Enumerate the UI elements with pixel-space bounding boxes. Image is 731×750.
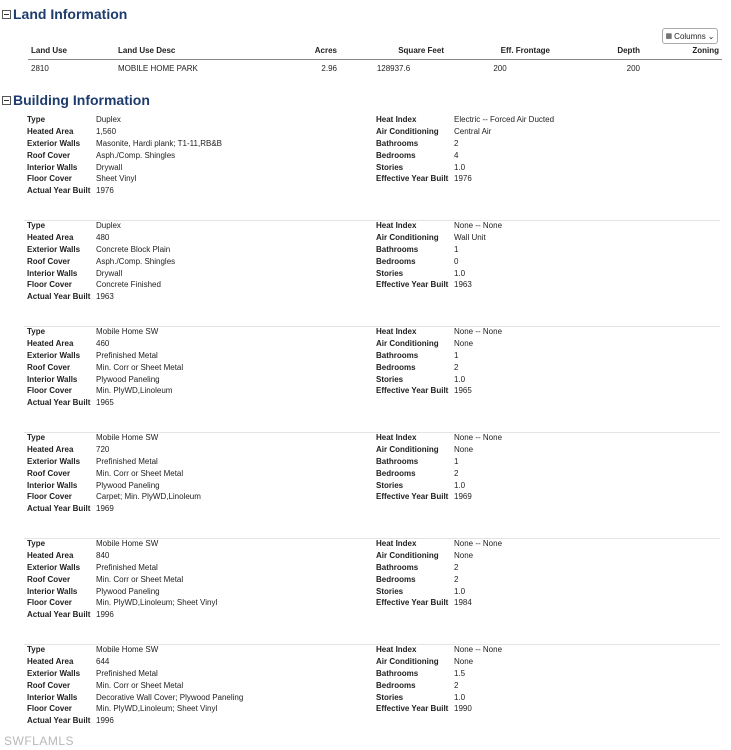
field-label: Roof Cover <box>27 150 71 160</box>
field-value: 2 <box>454 468 459 478</box>
building-left-column <box>27 220 175 303</box>
watermark: SWFLAMLS <box>4 734 75 748</box>
building-record <box>24 644 720 750</box>
building-field <box>376 385 502 397</box>
field-value: Min. PlyWD,Linoleum; Sheet Vinyl <box>96 598 218 608</box>
col-depth[interactable]: Depth <box>553 44 643 60</box>
field-value: 1969 <box>96 504 114 514</box>
building-field <box>376 703 502 715</box>
field-value: Duplex <box>96 221 121 230</box>
field-label: Interior Walls <box>27 268 78 278</box>
field-value: 1.0 <box>454 586 466 596</box>
field-value: 480 <box>96 232 110 242</box>
field-value: 1 <box>454 244 459 254</box>
field-label: Exterior Walls <box>27 138 81 148</box>
field-label: Air Conditioning <box>376 232 439 242</box>
building-field <box>27 456 201 468</box>
land-table-header <box>28 44 722 60</box>
building-field <box>376 538 502 550</box>
col-acres[interactable]: Acres <box>265 44 340 60</box>
field-label: Actual Year Built <box>27 186 91 196</box>
building-info-header[interactable] <box>2 92 150 108</box>
field-value: Min. Corr or Sheet Metal <box>96 574 184 584</box>
col-eff-frontage[interactable]: Eff. Frontage <box>447 44 553 60</box>
building-field <box>27 703 243 715</box>
field-label: Actual Year Built <box>27 398 91 408</box>
field-label: Effective Year Built <box>376 492 449 502</box>
field-label: Floor Cover <box>27 704 72 714</box>
field-label: Floor Cover <box>27 492 72 502</box>
building-field <box>376 456 502 468</box>
building-field <box>27 397 183 409</box>
field-label: Exterior Walls <box>27 668 81 678</box>
field-label: Heat Index <box>376 433 417 442</box>
building-record <box>24 114 720 221</box>
field-value: 1.0 <box>454 692 466 702</box>
cell-land-use-desc: MOBILE HOME PARK <box>118 64 198 73</box>
building-field <box>27 574 217 586</box>
field-value: Asph./Comp. Shingles <box>96 256 176 266</box>
building-field <box>376 668 502 680</box>
field-value: 1963 <box>454 280 472 290</box>
field-value: 1.0 <box>454 162 466 172</box>
field-label: Actual Year Built <box>27 610 91 620</box>
building-field <box>27 609 217 621</box>
field-label: Heated Area <box>27 126 74 136</box>
field-label: Bedrooms <box>376 680 416 690</box>
building-right-column <box>376 220 502 291</box>
field-label: Air Conditioning <box>376 656 439 666</box>
field-value: Min. Corr or Sheet Metal <box>96 680 184 690</box>
building-field <box>27 668 243 680</box>
building-field <box>376 220 502 232</box>
field-label: Heat Index <box>376 645 417 654</box>
field-value: 460 <box>96 338 110 348</box>
field-value: 4 <box>454 150 459 160</box>
field-value: Min. PlyWD,Linoleum; Sheet Vinyl <box>96 704 218 714</box>
field-label: Bathrooms <box>376 456 419 466</box>
field-value: None <box>454 656 474 666</box>
building-field <box>376 550 502 562</box>
field-label: Roof Cover <box>27 468 71 478</box>
building-field <box>27 692 243 704</box>
field-value: None <box>454 338 474 348</box>
field-value: 2 <box>454 138 459 148</box>
building-left-column <box>27 538 217 621</box>
field-value: 2 <box>454 680 459 690</box>
building-field <box>376 586 502 598</box>
field-label: Air Conditioning <box>376 550 439 560</box>
field-label: Stories <box>376 480 404 490</box>
cell-depth: 200 <box>626 64 640 73</box>
building-field <box>376 680 502 692</box>
field-label: Bathrooms <box>376 350 419 360</box>
field-value: Concrete Finished <box>96 280 161 290</box>
field-label: Roof Cover <box>27 574 71 584</box>
field-value: Wall Unit <box>454 232 486 242</box>
field-value: Duplex <box>96 115 121 124</box>
building-field <box>27 232 175 244</box>
field-value: Plywood Paneling <box>96 480 160 490</box>
field-value: 1.0 <box>454 268 466 278</box>
field-value: Decorative Wall Cover; Plywood Paneling <box>96 692 244 702</box>
field-label: Air Conditioning <box>376 126 439 136</box>
field-value: Plywood Paneling <box>96 586 160 596</box>
field-value: 0 <box>454 256 459 266</box>
field-label: Effective Year Built <box>376 598 449 608</box>
field-value: None -- None <box>454 433 503 442</box>
field-value: Mobile Home SW <box>96 645 159 654</box>
building-left-column <box>27 114 222 197</box>
field-label: Interior Walls <box>27 692 78 702</box>
field-label: Type <box>27 539 46 548</box>
building-field <box>376 173 554 185</box>
columns-button[interactable] <box>662 28 718 44</box>
building-right-column <box>376 644 502 715</box>
field-value: Masonite, Hardi plank; T1-11,RB&B <box>96 138 222 148</box>
field-value: Plywood Paneling <box>96 374 160 384</box>
building-left-column <box>27 326 183 409</box>
field-label: Interior Walls <box>27 586 78 596</box>
collapse-icon[interactable] <box>2 10 11 19</box>
building-record <box>24 432 720 539</box>
table-row <box>28 60 722 76</box>
field-value: 1996 <box>96 716 114 726</box>
field-value: 1969 <box>454 492 472 502</box>
building-record <box>24 220 720 327</box>
building-right-column <box>376 114 554 185</box>
field-label: Heat Index <box>376 115 417 124</box>
field-label: Bathrooms <box>376 244 419 254</box>
building-field <box>376 644 502 656</box>
field-label: Bedrooms <box>376 574 416 584</box>
field-label: Bathrooms <box>376 668 419 678</box>
building-field <box>376 326 502 338</box>
field-label: Exterior Walls <box>27 350 81 360</box>
field-label: Bedrooms <box>376 468 416 478</box>
field-value: None <box>454 444 474 454</box>
field-value: 1984 <box>454 598 472 608</box>
field-value: Prefinished Metal <box>96 668 158 678</box>
building-field <box>27 268 175 280</box>
field-value: None -- None <box>454 539 503 548</box>
field-value: 1965 <box>454 386 472 396</box>
building-field <box>27 656 243 668</box>
field-label: Type <box>27 115 46 124</box>
building-field <box>376 444 502 456</box>
building-record <box>24 538 720 645</box>
field-label: Heated Area <box>27 550 74 560</box>
field-label: Effective Year Built <box>376 280 449 290</box>
field-label: Stories <box>376 268 404 278</box>
field-value: 2 <box>454 562 459 572</box>
field-value: Drywall <box>96 268 123 278</box>
building-field <box>27 362 183 374</box>
cell-acres: 2.96 <box>321 64 337 73</box>
col-land-use-desc[interactable]: Land Use Desc <box>115 44 265 60</box>
building-field <box>27 597 217 609</box>
building-right-column <box>376 538 502 609</box>
building-field <box>27 114 222 126</box>
field-label: Roof Cover <box>27 362 71 372</box>
field-value: None -- None <box>454 327 503 336</box>
field-value: 2 <box>454 362 459 372</box>
chevron-down-icon: ⌄ <box>707 31 715 41</box>
building-field <box>27 326 183 338</box>
field-label: Heated Area <box>27 656 74 666</box>
field-label: Stories <box>376 374 404 384</box>
building-field <box>27 126 222 138</box>
building-field <box>27 173 222 185</box>
building-field <box>376 350 502 362</box>
field-value: Carpet; Min. PlyWD,Linoleum <box>96 492 201 502</box>
field-label: Roof Cover <box>27 680 71 690</box>
field-value: Sheet Vinyl <box>96 174 137 184</box>
field-value: 1,560 <box>96 126 117 136</box>
field-label: Heated Area <box>27 338 74 348</box>
building-field <box>27 138 222 150</box>
building-field <box>376 574 502 586</box>
field-label: Air Conditioning <box>376 338 439 348</box>
field-label: Heated Area <box>27 232 74 242</box>
field-value: Min. Corr or Sheet Metal <box>96 362 184 372</box>
building-field <box>27 185 222 197</box>
col-zoning[interactable]: Zoning <box>643 44 722 60</box>
building-field <box>27 279 175 291</box>
building-left-column <box>27 644 243 727</box>
field-value: Min. Corr or Sheet Metal <box>96 468 184 478</box>
field-label: Floor Cover <box>27 598 72 608</box>
building-field <box>27 644 243 656</box>
field-label: Bedrooms <box>376 362 416 372</box>
field-label: Effective Year Built <box>376 174 449 184</box>
field-value: Prefinished Metal <box>96 456 158 466</box>
building-field <box>27 468 201 480</box>
building-field <box>376 362 502 374</box>
cell-land-use: 2810 <box>31 64 49 73</box>
field-label: Exterior Walls <box>27 244 81 254</box>
field-label: Effective Year Built <box>376 704 449 714</box>
field-value: 1 <box>454 350 459 360</box>
building-left-column <box>27 432 201 515</box>
field-value: 1976 <box>454 174 472 184</box>
building-field <box>376 150 554 162</box>
field-label: Bathrooms <box>376 138 419 148</box>
land-info-title: Land Information <box>13 6 128 22</box>
field-label: Stories <box>376 162 404 172</box>
field-value: Mobile Home SW <box>96 539 159 548</box>
field-label: Floor Cover <box>27 280 72 290</box>
field-value: None -- None <box>454 221 503 230</box>
field-value: Drywall <box>96 162 123 172</box>
building-field <box>376 138 554 150</box>
field-value: Mobile Home SW <box>96 327 159 336</box>
collapse-icon[interactable] <box>2 96 11 105</box>
building-field <box>27 432 201 444</box>
building-field <box>27 256 175 268</box>
col-square-feet[interactable]: Square Feet <box>340 44 447 60</box>
building-field <box>27 491 201 503</box>
field-label: Roof Cover <box>27 256 71 266</box>
field-label: Heat Index <box>376 327 417 336</box>
field-value: Prefinished Metal <box>96 350 158 360</box>
field-label: Interior Walls <box>27 374 78 384</box>
building-field <box>27 291 175 303</box>
col-land-use[interactable]: Land Use <box>28 44 115 60</box>
building-field <box>376 480 502 492</box>
building-field <box>27 680 243 692</box>
building-field <box>376 244 502 256</box>
field-label: Type <box>27 327 46 336</box>
building-field <box>27 586 217 598</box>
field-label: Actual Year Built <box>27 504 91 514</box>
columns-icon: ▦ <box>665 33 673 40</box>
field-label: Heated Area <box>27 444 74 454</box>
field-value: 720 <box>96 444 110 454</box>
field-label: Interior Walls <box>27 480 78 490</box>
cell-zoning <box>643 60 722 76</box>
building-field <box>27 385 183 397</box>
field-value: Asph./Comp. Shingles <box>96 150 176 160</box>
building-field <box>27 444 201 456</box>
building-field <box>376 268 502 280</box>
building-field <box>376 114 554 126</box>
building-field <box>27 715 243 727</box>
field-value: Central Air <box>454 126 492 136</box>
field-label: Type <box>27 221 46 230</box>
building-field <box>27 220 175 232</box>
field-label: Bedrooms <box>376 256 416 266</box>
cell-square-feet: 128937.6 <box>376 64 411 73</box>
building-field <box>376 656 502 668</box>
field-label: Heat Index <box>376 539 417 548</box>
building-field <box>376 597 502 609</box>
field-label: Heat Index <box>376 221 417 230</box>
building-field <box>376 468 502 480</box>
field-label: Actual Year Built <box>27 716 91 726</box>
columns-label: Columns <box>674 31 706 41</box>
field-value: 1 <box>454 456 459 466</box>
building-field <box>376 232 502 244</box>
field-label: Interior Walls <box>27 162 78 172</box>
building-right-column <box>376 326 502 397</box>
field-value: 1990 <box>454 704 472 714</box>
building-field <box>376 692 502 704</box>
field-label: Stories <box>376 586 404 596</box>
building-field <box>27 562 217 574</box>
building-field <box>27 244 175 256</box>
field-label: Air Conditioning <box>376 444 439 454</box>
building-field <box>376 491 502 503</box>
building-right-column <box>376 432 502 503</box>
field-value: Electric -- Forced Air Ducted <box>454 115 555 124</box>
land-table <box>28 44 722 75</box>
field-value: 1976 <box>96 186 114 196</box>
field-value: Min. PlyWD,Linoleum <box>96 386 173 396</box>
building-field <box>27 338 183 350</box>
building-field <box>27 538 217 550</box>
building-field <box>27 374 183 386</box>
field-label: Exterior Walls <box>27 562 81 572</box>
field-label: Stories <box>376 692 404 702</box>
field-value: 1.0 <box>454 480 466 490</box>
field-label: Floor Cover <box>27 174 72 184</box>
field-label: Effective Year Built <box>376 386 449 396</box>
field-value: 1996 <box>96 610 114 620</box>
building-info-title: Building Information <box>13 92 150 108</box>
building-field <box>27 162 222 174</box>
field-label: Floor Cover <box>27 386 72 396</box>
building-field <box>376 279 502 291</box>
field-label: Actual Year Built <box>27 292 91 302</box>
field-label: Type <box>27 645 46 654</box>
field-value: Mobile Home SW <box>96 433 159 442</box>
building-field <box>376 126 554 138</box>
field-value: 840 <box>96 550 110 560</box>
field-label: Bedrooms <box>376 150 416 160</box>
building-field <box>27 480 201 492</box>
land-info-header[interactable] <box>2 6 127 22</box>
field-value: None <box>454 550 474 560</box>
building-record <box>24 326 720 433</box>
field-value: 1965 <box>96 398 114 408</box>
cell-eff-frontage: 200 <box>493 64 507 73</box>
field-value: None -- None <box>454 645 503 654</box>
field-label: Exterior Walls <box>27 456 81 466</box>
field-value: Concrete Block Plain <box>96 244 171 254</box>
field-value: 1963 <box>96 292 114 302</box>
field-value: 1.0 <box>454 374 466 384</box>
field-value: 644 <box>96 656 110 666</box>
field-value: 1.5 <box>454 668 466 678</box>
building-field <box>27 150 222 162</box>
building-field <box>376 562 502 574</box>
building-field <box>376 374 502 386</box>
building-field <box>27 350 183 362</box>
building-field <box>376 162 554 174</box>
building-field <box>376 338 502 350</box>
field-label: Bathrooms <box>376 562 419 572</box>
building-field <box>376 432 502 444</box>
building-field <box>27 503 201 515</box>
field-label: Type <box>27 433 46 442</box>
building-field <box>27 550 217 562</box>
field-value: Prefinished Metal <box>96 562 158 572</box>
field-value: 2 <box>454 574 459 584</box>
building-field <box>376 256 502 268</box>
